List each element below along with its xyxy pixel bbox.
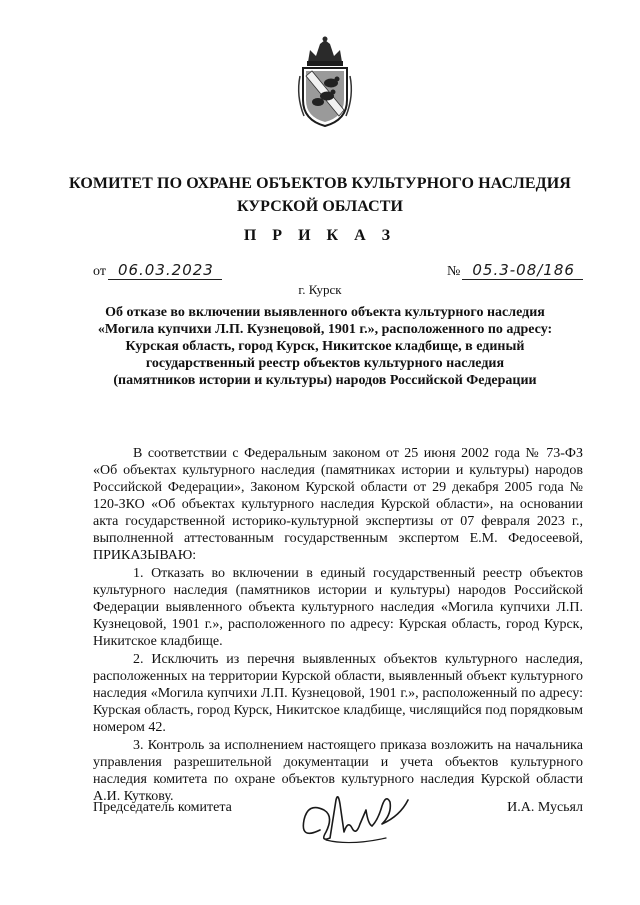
coat-of-arms-icon	[294, 36, 356, 130]
order-item-1: 1. Отказать во включении в единый государственный реестр объектов культурного наследия (памятников истории и культуры) народов Российской Федерации выявленного объекта культурного наследия «Могила купчихи Л.П. Кузнецовой, 1901 г.», расположенного по адресу: Курская область, город Курск, Никитское кладбище.	[93, 566, 583, 649]
number-value: 05.3-08/186	[462, 261, 583, 280]
number-prefix: №	[447, 264, 461, 279]
order-subject	[86, 304, 564, 389]
subject-line5: (памятников истории и культуры) народов Российской Федерации	[113, 373, 537, 388]
preamble-paragraph: В соответствии с Федеральным законом от 25 июня 2002 года № 73-ФЗ «Об объектах культурного наследия (памятниках истории и культуры) народов Российской Федерации», Законом Курской области от 29 декабря 2005 года № 120-ЗКО «Об объектах культурного наследия Курской области», на основании акта государственной историко-культурной экспертизы от 07 февраля 2023 г., выполненной аттестованным государственным экспертом Е.М. Федосеевой, ПРИКАЗЫВАЮ:	[93, 446, 583, 563]
signatory-position: Председатель комитета	[93, 800, 232, 815]
signature-icon	[290, 780, 420, 850]
document-type: П Р И К А З	[243, 227, 397, 244]
order-number	[447, 261, 583, 280]
order-date	[93, 261, 222, 280]
subject-line2: «Могила купчихи Л.П. Кузнецовой, 1901 г.», расположенного по адресу:	[97, 322, 553, 337]
date-prefix: от	[93, 264, 106, 279]
org-name-line2: КУРСКОЙ ОБЛАСТИ	[236, 198, 404, 215]
subject-line3: Курская область, город Курск, Никитское кладбище, в единый	[125, 339, 525, 354]
order-body	[93, 445, 583, 805]
issuing-authority	[40, 172, 600, 218]
org-name-line1: КОМИТЕТ ПО ОХРАНЕ ОБЪЕКТОВ КУЛЬТУРНОГО НАСЛЕДИЯ	[69, 175, 571, 192]
subject-line4: государственный реестр объектов культурного наследия	[145, 356, 505, 371]
place-of-issue: г. Курск	[298, 282, 342, 297]
signatory-name: И.А. Мусьял	[507, 800, 583, 815]
order-item-2: 2. Исключить из перечня выявленных объектов культурного наследия, расположенных на территории Курской области, выявленный объект культурного наследия «Могила купчихи Л.П. Кузнецовой, 1901 г.», расположенный по адресу: Курская область, город Курск, Никитское кладбище, числящийся под порядковым номером 42.	[93, 652, 583, 735]
order-item-3: 3. Контроль за исполнением настоящего приказа возложить на начальника управления разрешительной документации и учета объектов культурного наследия комитета по охране объектов культурного наследия Курской области А.И. Куткову.	[93, 738, 583, 804]
date-value: 06.03.2023	[108, 261, 222, 280]
subject-line1: Об отказе во включении выявленного объекта культурного наследия	[105, 305, 545, 320]
